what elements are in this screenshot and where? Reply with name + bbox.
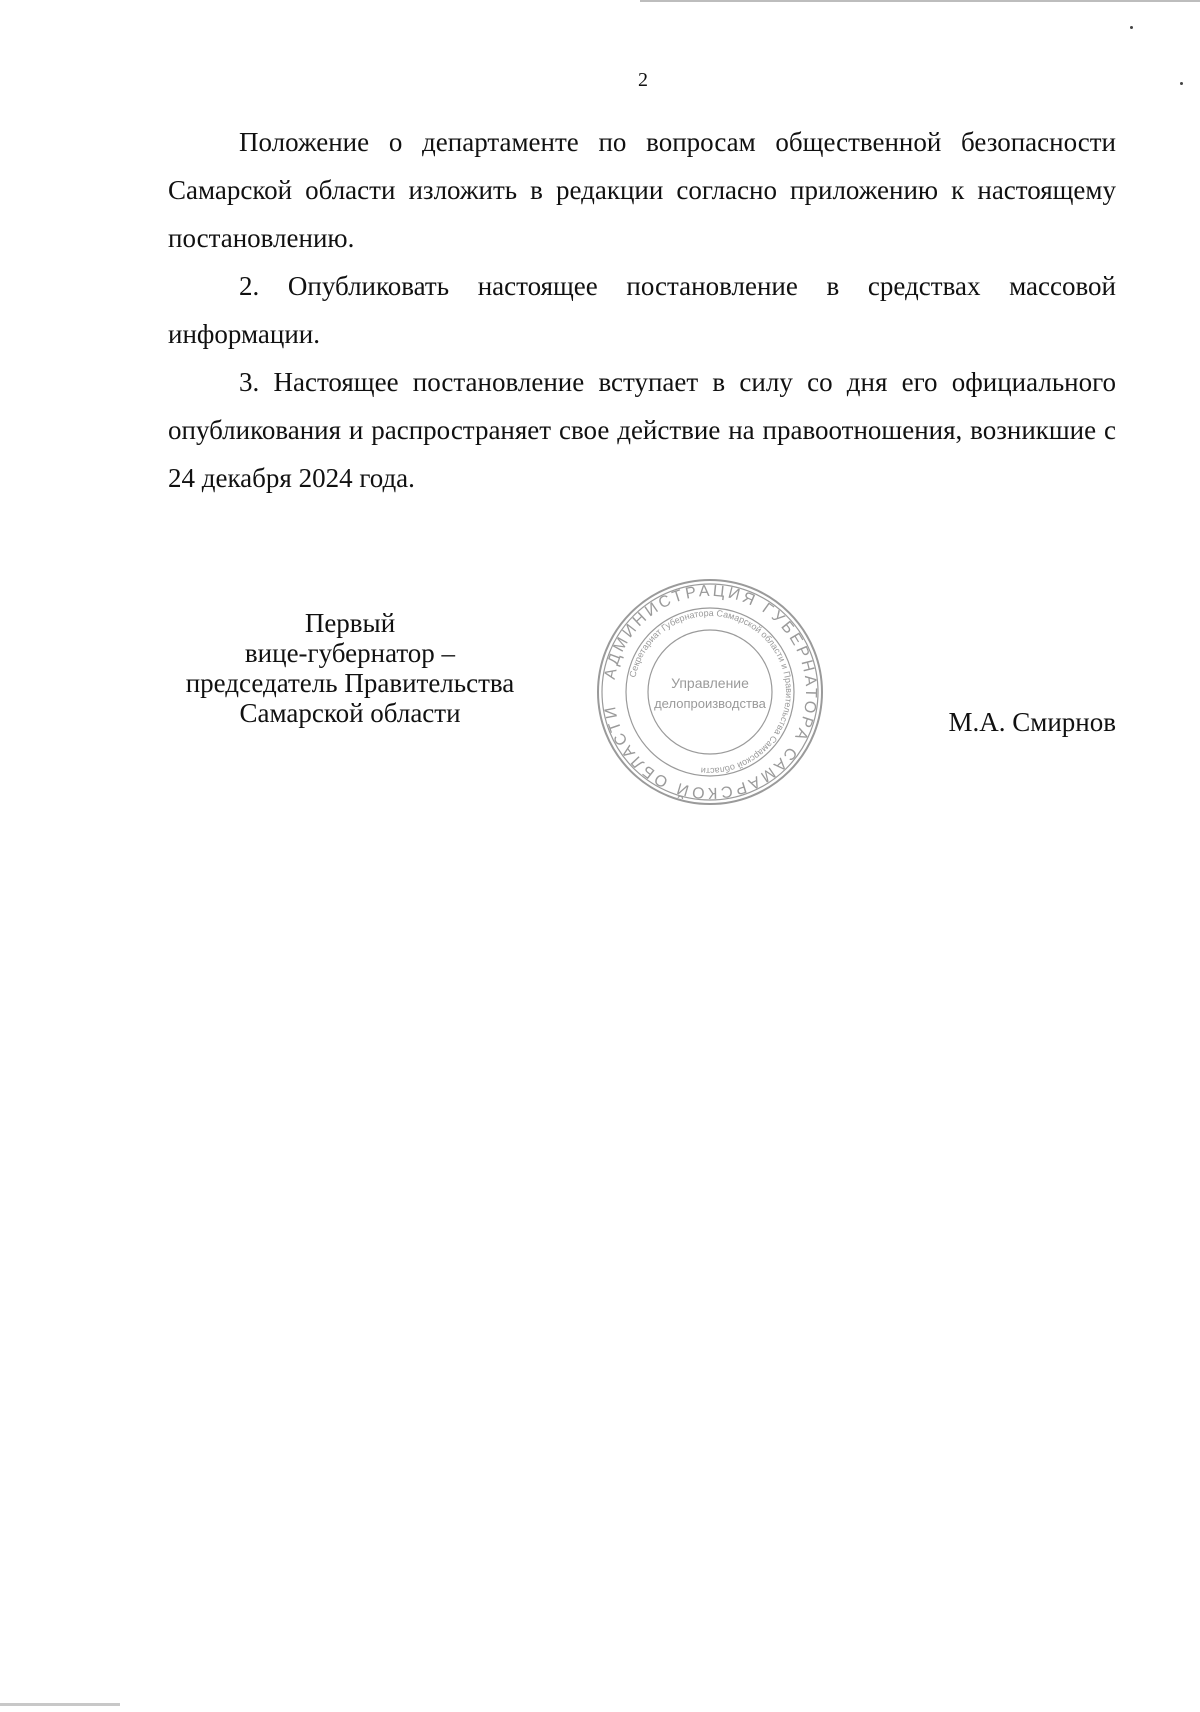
paragraph-3: 3. Настоящее постановление вступает в силу со дня его официального опубликования и распространяет свое действие на правоотношения, возникшие с 24 декабря 2024 года. <box>168 367 1116 493</box>
scan-artifact-top-line <box>640 0 1200 2</box>
document-body <box>168 118 1116 502</box>
paragraph-2: 2. Опубликовать настоящее постановление в средствах массовой информации. <box>168 271 1116 349</box>
scan-artifact-bottom-line <box>0 1703 120 1706</box>
seal-center-line-2: делопроизводства <box>654 696 766 711</box>
position-line: вице-губернатор – <box>244 638 456 668</box>
signatory-position <box>150 608 550 728</box>
page-number: 2 <box>638 69 648 91</box>
position-line: Самарской области <box>239 698 461 728</box>
signer-name: М.А. Смирнов <box>948 707 1116 737</box>
scan-artifact-dot <box>1130 26 1133 29</box>
seal-center-line-1: Управление <box>671 675 749 691</box>
seal-outer-text: АДМИНИСТРАЦИЯ ГУБЕРНАТОРА САМАРСКОЙ ОБЛАСТИ <box>601 582 820 802</box>
position-line: председатель Правительства <box>185 668 515 698</box>
position-line: Первый <box>304 608 396 638</box>
seal-inner-text: Секретариат Губернатора Самарской области и Правительства Самарской области <box>627 607 795 777</box>
official-seal-stamp <box>592 574 828 810</box>
paragraph-1: Положение о департаменте по вопросам общественной безопасности Самарской области изложить в редакции согласно приложению к настоящему постановлению. <box>168 127 1116 253</box>
